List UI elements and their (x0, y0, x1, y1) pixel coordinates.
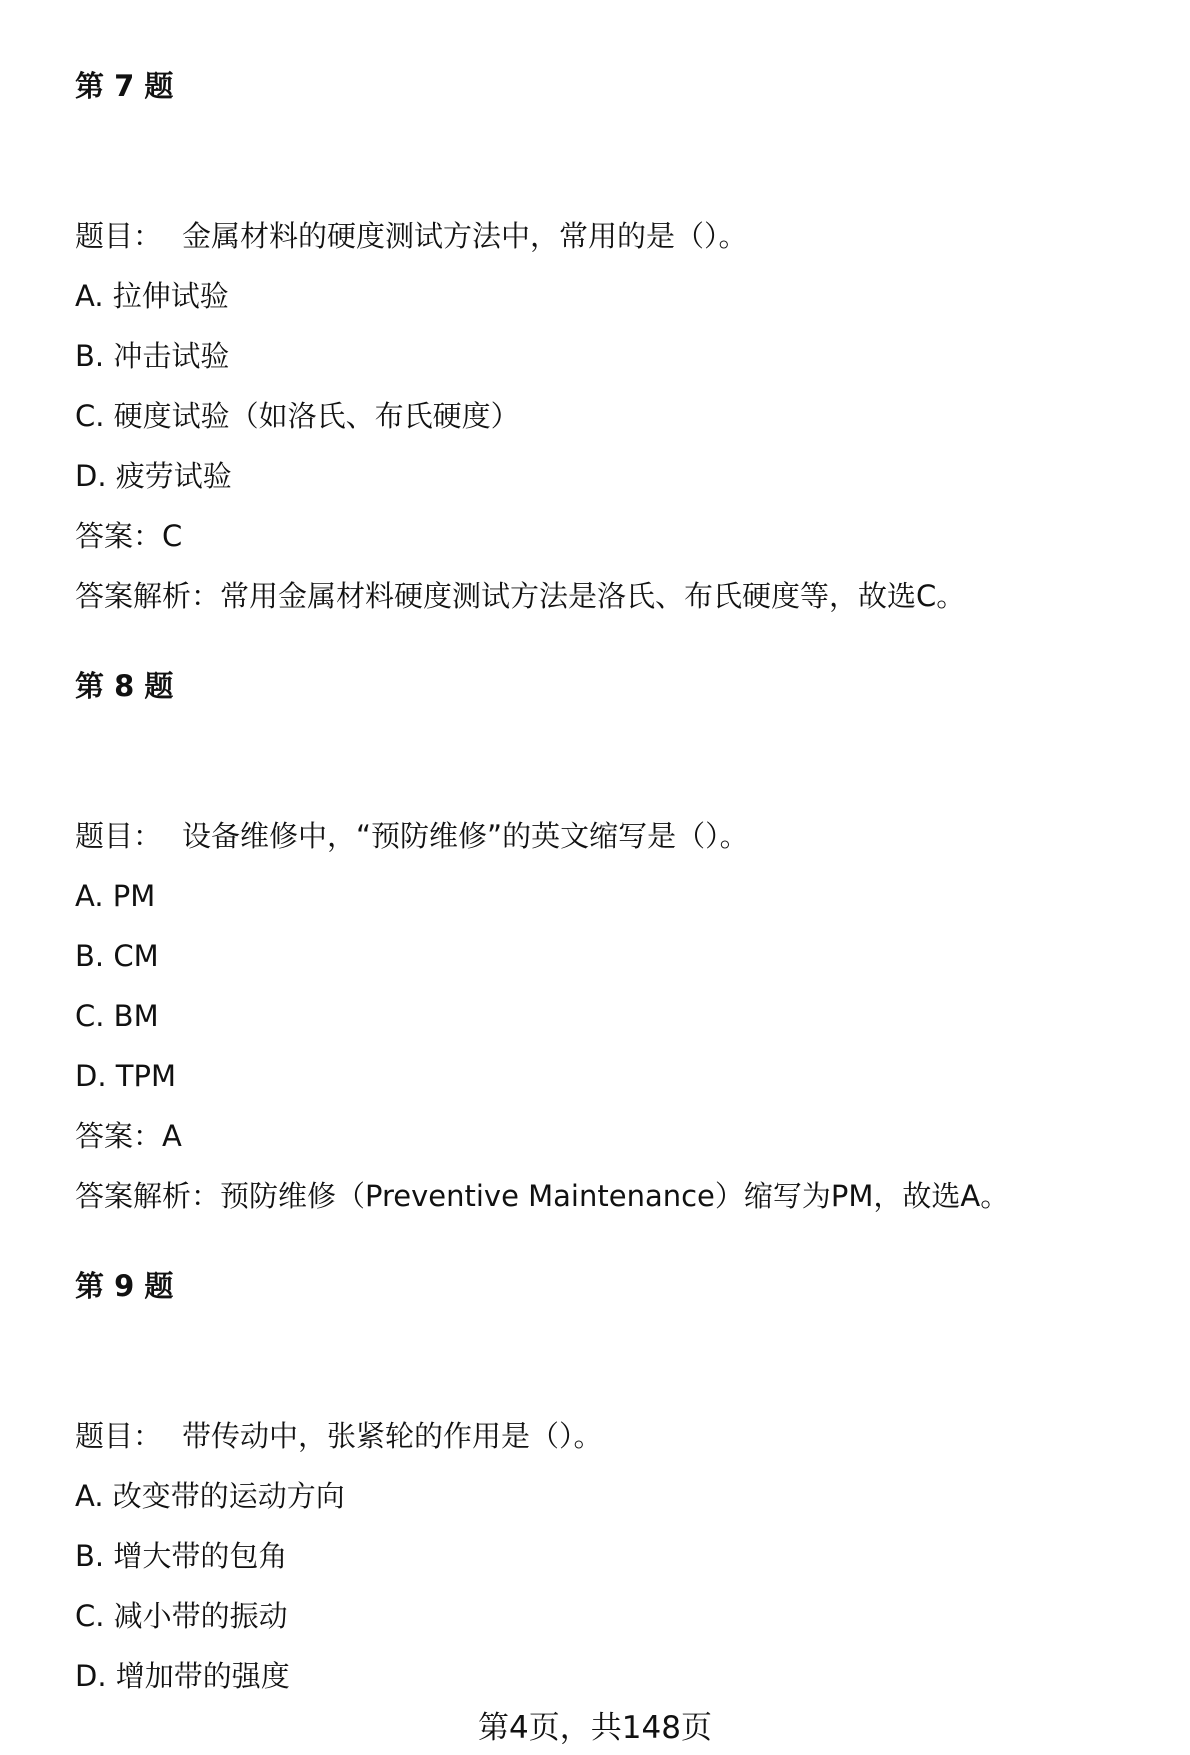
page-number-footer: 第4页，共148页 (478, 1710, 712, 1746)
option-a: A. 拉伸试验 (75, 279, 229, 313)
answer: 答案：C (75, 519, 183, 553)
question-heading: 第 9 题 (75, 1269, 174, 1303)
prompt-text: 设备维修中，“预防维修”的英文缩写是（）。 (182, 819, 749, 853)
option-a: A. PM (75, 879, 156, 913)
question-prompt (75, 1416, 603, 1456)
answer: 答案：A (75, 1119, 182, 1153)
option-b: B. 冲击试验 (75, 339, 230, 373)
option-a: A. 改变带的运动方向 (75, 1479, 345, 1513)
prompt-label: 题目： (75, 1419, 163, 1453)
question-prompt (75, 216, 748, 256)
question-prompt (75, 816, 749, 856)
answer-explanation: 答案解析：常用金属材料硬度测试方法是洛氏、布氏硬度等，故选C。 (75, 579, 966, 613)
question-heading: 第 8 题 (75, 669, 174, 703)
option-c: C. 硬度试验（如洛氏、布氏硬度） (75, 399, 520, 433)
option-d: D. 增加带的强度 (75, 1659, 290, 1693)
option-b: B. 增大带的包角 (75, 1539, 288, 1573)
prompt-text: 金属材料的硬度测试方法中，常用的是（）。 (182, 219, 748, 253)
prompt-label: 题目： (75, 819, 163, 853)
prompt-text: 带传动中，张紧轮的作用是（）。 (182, 1419, 603, 1453)
option-b: B. CM (75, 939, 159, 973)
option-d: D. TPM (75, 1059, 176, 1093)
option-d: D. 疲劳试验 (75, 459, 232, 493)
prompt-label: 题目： (75, 219, 163, 253)
option-c: C. 减小带的振动 (75, 1599, 288, 1633)
option-c: C. BM (75, 999, 159, 1033)
answer-explanation: 答案解析：预防维修（Preventive Maintenance）缩写为PM，故选A。 (75, 1179, 1010, 1213)
question-heading: 第 7 题 (75, 69, 174, 103)
